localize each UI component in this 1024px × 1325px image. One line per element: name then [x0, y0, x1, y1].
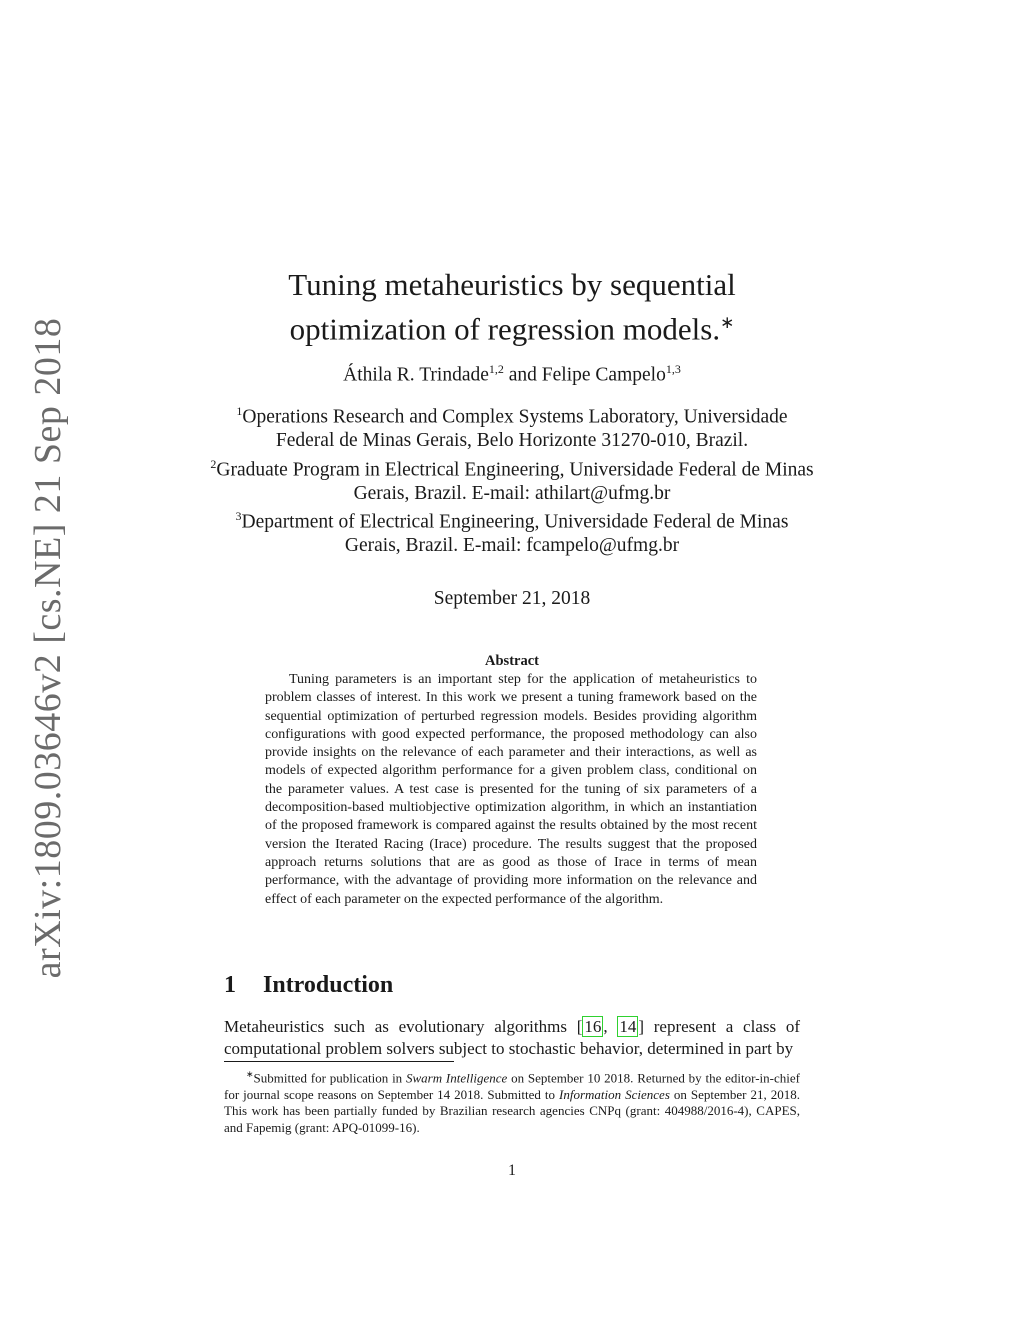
- section-number: 1: [224, 972, 236, 998]
- affiliation-2-text: Graduate Program in Electrical Engineering, Universidade Federal de Minas Gerais, Brazil. E-mail: athilart@ufmg.br: [216, 459, 814, 504]
- title-line-2-text: optimization of regression models.: [289, 311, 721, 347]
- affiliation-1: [210, 400, 814, 453]
- title-line-2: [200, 304, 824, 348]
- affiliation-2: [210, 453, 814, 506]
- author-conjunction: and: [503, 364, 542, 386]
- affiliation-1-text: Operations Research and Complex Systems Laboratory, Universidade Federal de Minas Gerais, Belo Horizonte 31270-010, Brazil.: [242, 406, 788, 451]
- author-list: [200, 362, 824, 387]
- author-1-affiliation: 1,2: [488, 362, 504, 376]
- footnote-journal-2: Information Sciences: [559, 1086, 670, 1102]
- footnote-part-3: on September 21, 2018. This work has been partially funded by Brazilian research agencies CNPq (grant: 404988/2016-4), CAPES, and Fapemig (grant: APQ-01099-16).: [224, 1086, 804, 1135]
- title-line-1: Tuning metaheuristics by sequential: [288, 267, 736, 302]
- abstract-heading: Abstract: [485, 653, 539, 669]
- footnote: [224, 1066, 804, 1136]
- author-2-affiliation: 1,3: [665, 362, 681, 376]
- footnote-journal-1: Swarm Intelligence: [406, 1070, 508, 1086]
- introduction-paragraph: [224, 1016, 800, 1059]
- footnote-divider: [224, 1061, 454, 1062]
- affiliations: [210, 400, 814, 558]
- paper-title: [200, 266, 824, 348]
- citation-link-16[interactable]: 16: [584, 1017, 602, 1036]
- footnote-part-1: Submitted for publication in: [253, 1070, 406, 1086]
- arxiv-identifier-text: arXiv:1809.03646v2 [cs.NE] 21 Sep 2018: [27, 317, 69, 979]
- affiliation-3: [210, 505, 814, 558]
- affiliation-1-number: 1: [236, 404, 243, 418]
- author-1-name: Áthila R. Trindade: [343, 364, 489, 386]
- intro-text-before: Metaheuristics such as evolutionary algorithms [: [224, 1017, 583, 1036]
- abstract-text: Tuning parameters is an important step for the application of metaheuristics to problem classes of interest. In this work we present a tuning framework based on the sequential optimization of perturbed regression models. Besides providing algorithm configurations with good expected performance, the proposed methodology can also provide insights on the relevance of each parameter and their interactions, as well as models of expected algorithm performance for a given problem class, conditional on the parameter values. A test case is presented for the tuning of six parameters of a decomposition-based multiobjective optimization algorithm, in which an instantiation of the proposed framework is compared against the results obtained by the most recent version the Iterated Racing (Irace) procedure. The results suggest that the proposed approach returns solutions that are as good as those of Irace in terms of mean performance, with the advantage of providing more information on the relevance and effect of each parameter on the expected performance of the algorithm.: [265, 672, 757, 907]
- footnote-part-2: on September 10 2018. Returned by the editor-in-chief for journal scope reasons on September 14 2018. Submitted to: [224, 1070, 804, 1102]
- citation-link-14[interactable]: 14: [619, 1017, 637, 1036]
- footnote-mark: ∗: [246, 1069, 254, 1079]
- affiliation-3-number: 3: [235, 509, 242, 523]
- publication-date: September 21, 2018: [433, 588, 591, 609]
- section-heading: [224, 972, 393, 999]
- page-number: 1: [508, 1162, 516, 1179]
- title-footnote-mark: ∗: [720, 313, 735, 332]
- intro-text-after: ] represent a class of computational problem solvers subject to stochastic behavior, determined in part by: [224, 1017, 801, 1058]
- affiliation-3-text: Department of Electrical Engineering, Universidade Federal de Minas Gerais, Brazil. E-mail: fcampelo@ufmg.br: [241, 511, 789, 556]
- affiliation-2-number: 2: [210, 456, 217, 471]
- section-title: Introduction: [263, 972, 394, 998]
- citation-separator: ,: [603, 1017, 618, 1036]
- author-2-name: Felipe Campelo: [541, 364, 666, 386]
